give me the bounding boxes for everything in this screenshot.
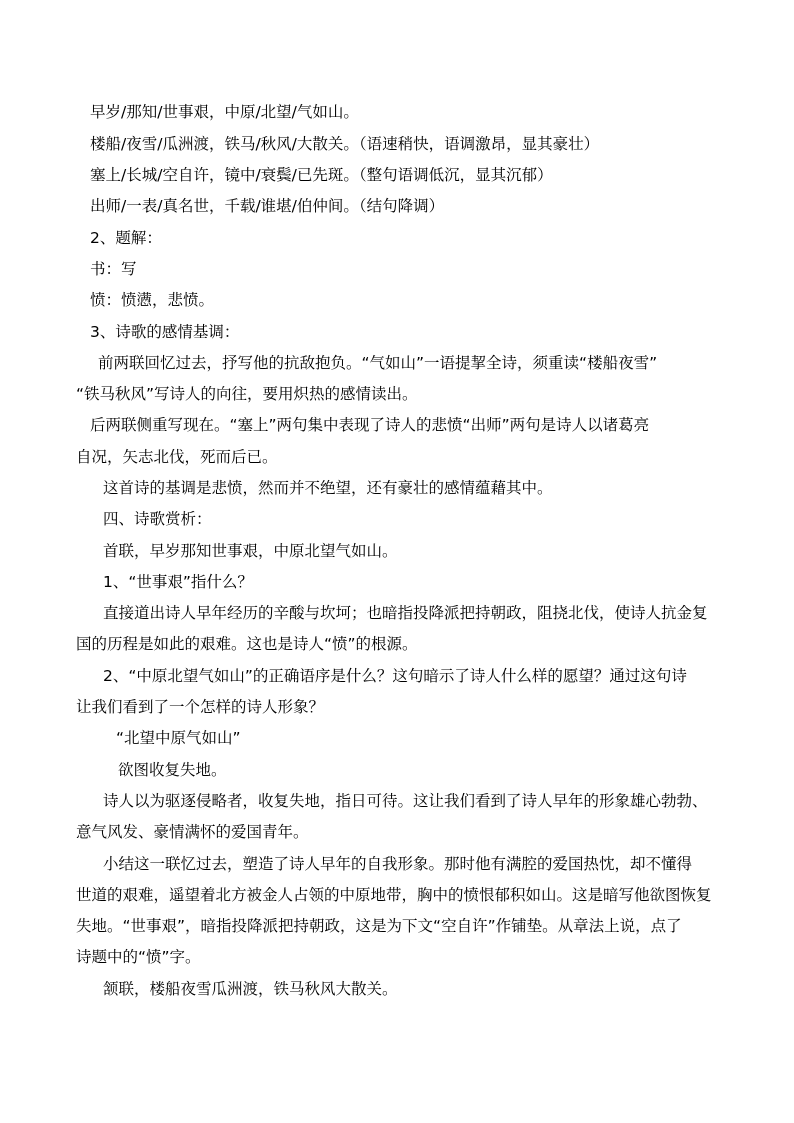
- text-line: 直接道出诗人早年经历的辛酸与坎坷；也暗指投降派把持朝政，阻挠北伐，使诗人抗金复: [103, 604, 708, 622]
- section-heading: 四、诗歌赏析：: [103, 510, 212, 528]
- text-line: 愤：愤懑，悲愤。: [90, 291, 215, 309]
- text-line: 失地。“世事艰”，暗指投降派把持朝政，这是为下文“空自许”作铺垫。从章法上说，点了: [76, 917, 682, 935]
- question-heading: 1、“世事艰”指什么？: [103, 573, 253, 591]
- text-line: 早岁/那知/世事艰，中原/北望/气如山。: [90, 103, 359, 121]
- text-line: 让我们看到了一个怎样的诗人形象？: [76, 698, 325, 716]
- section-heading: 3、诗歌的感情基调：: [90, 323, 240, 341]
- text-line: 后两联侧重写现在。“塞上”两句集中表现了诗人的悲愤“出师”两句是诗人以诸葛亮: [90, 416, 650, 434]
- text-line: 颔联，楼船夜雪瓜洲渡，铁马秋风大散关。: [103, 980, 398, 998]
- text-line: 前两联回忆过去，抒写他的抗敌抱负。“气如山”一语提挈全诗，须重读“楼船夜雪”: [98, 354, 658, 372]
- text-line: 塞上/长城/空自许，镜中/衰鬓/已先斑。（整句语调低沉，显其沉郁）: [90, 166, 553, 184]
- text-line: “铁马秋风”写诗人的向往，要用炽热的感情读出。: [76, 385, 418, 403]
- text-line: 这首诗的基调是悲愤，然而并不绝望，还有豪壮的感情蕴藉其中。: [103, 479, 553, 497]
- question-heading: 2、“中原北望气如山”的正确语序是什么？这句暗示了诗人什么样的愿望？通过这句诗: [103, 667, 687, 685]
- section-heading: 2、题解：: [90, 229, 162, 247]
- text-line: 小结这一联忆过去，塑造了诗人早年的自我形象。那时他有满腔的爱国热忱，却不懂得: [103, 855, 693, 873]
- text-line: 欲图收复失地。: [118, 761, 227, 779]
- text-line: 书：写: [90, 260, 137, 278]
- text-line: 出师/一表/真名世，千载/谁堪/伯仲间。（结句降调）: [90, 197, 445, 215]
- text-line: 世道的艰难，遥望着北方被金人占领的中原地带，胸中的愤恨郁积如山。这是暗写他欲图恢复: [76, 886, 712, 904]
- text-line: 自况，矢志北伐，死而后已。: [76, 448, 278, 466]
- text-line: 楼船/夜雪/瓜洲渡，铁马/秋风/大散关。（语速稍快，语调激昂，显其豪壮）: [90, 135, 600, 153]
- text-line: 国的历程是如此的艰难。这也是诗人“愤”的根源。: [76, 635, 418, 653]
- text-line: 首联，早岁那知世事艰，中原北望气如山。: [103, 542, 398, 560]
- text-line: “北望中原气如山”: [116, 729, 241, 747]
- text-line: 诗人以为驱逐侵略者，收复失地，指日可待。这让我们看到了诗人早年的形象雄心勃勃、: [103, 792, 708, 810]
- text-line: 诗题中的“愤”字。: [76, 948, 201, 966]
- text-line: 意气风发、豪情满怀的爱国青年。: [76, 823, 309, 841]
